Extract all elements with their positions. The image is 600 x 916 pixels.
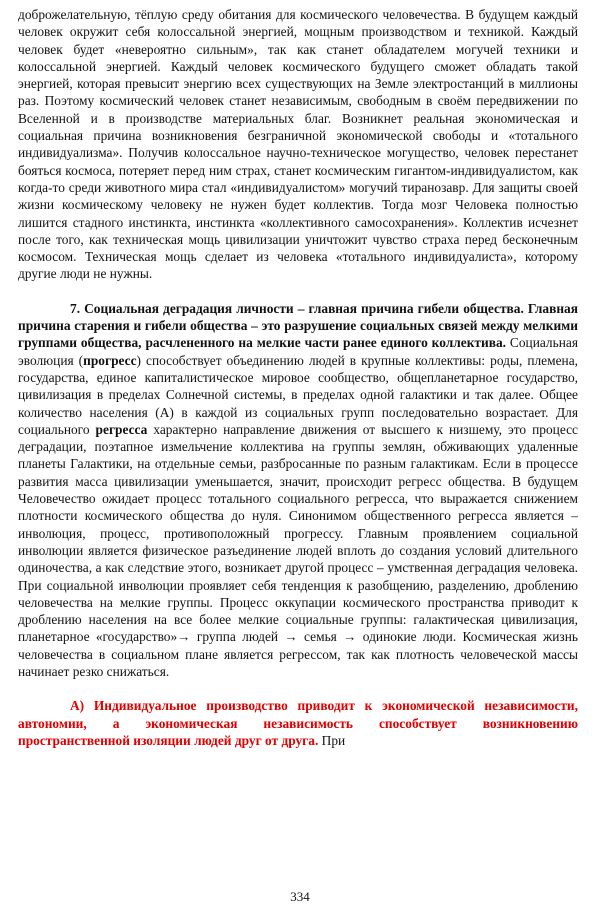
term-regress: регресса [95,421,148,437]
document-page [18,6,578,749]
term-progress: прогресс [83,352,137,368]
section-a-heading: А) Индивидуальное производство приводит к экономической независимости, автономии, а экономическая независимость способствует возникновению пространственной изоляции людей друг от друга. [18,698,578,748]
page-number: 334 [290,889,310,904]
section-7-heading: 7. Социальная деградация личности – главная причина гибели общества. Главная причина старения и гибели общества – это разрушение социальных связей между мелкими группами общества, расчлененного на мелкие части ранее единого коллектива. [18,300,578,351]
section-7-text-a: Социальная эволюция ( [18,335,578,368]
section-a-tail: При [318,732,346,748]
section-7-text-c: характерно направление движения от высшего к низшему, это процесс деградации, поэтапное измельчение коллектива на группы землян, обживающих удаленные планеты Галактики, на отдельные семьи, разбросанные по разным галактикам. Если в процессе развития масса цивилизации уменьшается, значит, происходит регресс общества. В будущем Человечество ожидает процесс тотального социального регресса, что выражается снижением плотности космического общества до нуля. Синонимом общественного регресса является – инволюция, процесс, противоположный прогрессу. Главным проявлением социальной инволюции является физическое разъединение людей вплоть до создания условий длительного одиночества, а как следствие этого, возникает другой процесс – умственная деградация человека. При социальной инволюции проявляет себя тенденция к разобщению, разделению, дроблению человечества на мелкие группы. Процесс оккупации космического пространства приводит к дроблению населения на все более мелкие социальные группы: галактическая цивилизация, планетарное «государство»→ группа людей → семья → одинокие люди. Космическая жизнь человечества в социальном плане является регрессом, так как плотность человеческой массы начинает резко снижаться. [18,421,579,679]
paragraph-intro: доброжелательную, тёплую среду обитания для космического человечества. В будущем каждый человек окружит себя колоссальной энергией, мощным производством и техникой. Каждый человек будет «невероятно сильным», так как станет обладателем могучей техники и колоссальной энергией. Каждый человек космического будущего сможет обладать такой энергией, которая превысит энергию всех существующих на Земле электростанций в миллионы раз. Поэтому космический человек станет независимым, свободным в своём передвижении по Вселенной и в производстве материальных благ. Возникнет реальная экономическая и социальная причина возникновения безграничной экономической свободы и «тотального индивидуализма». Получив колоссальное научно-техническое могущество, человек перестанет бояться космоса, потеряет перед ним страх, станет космическим гигантом-индивидуалистом, как когда-то среди животного мира стал «индивидуалистом» могучий тиранозавр. Для защиты своей жизни космическому человеку не нужен будет коллектив. Тогда мозг Человека полностью лишится стадного инстинкта, инстинкта «коллективного самосохранения». Коллектив исчезнет после того, как техническая мощь цивилизации уничтожит чувство страха перед бесконечным космосом. Техническая мощь сделает из человека «тотального индивидуалиста», которому другие люди не нужны. [18,7,578,282]
section-a-paragraph [18,697,578,749]
section-7-paragraph [18,300,578,681]
section-7-text-b: ) способствует объединению людей в крупные коллективы: роды, племена, государства, единое капиталистическое мировое сообщество, общепланетарное государство, цивилизация в пределах Солнечной системы, в пределах одной галактики и так далее. Общее количество населения (А) в каждой из социальных групп последовательно возрастает. Для социального [18,352,578,437]
spacer [18,283,578,300]
spacer [18,680,578,697]
